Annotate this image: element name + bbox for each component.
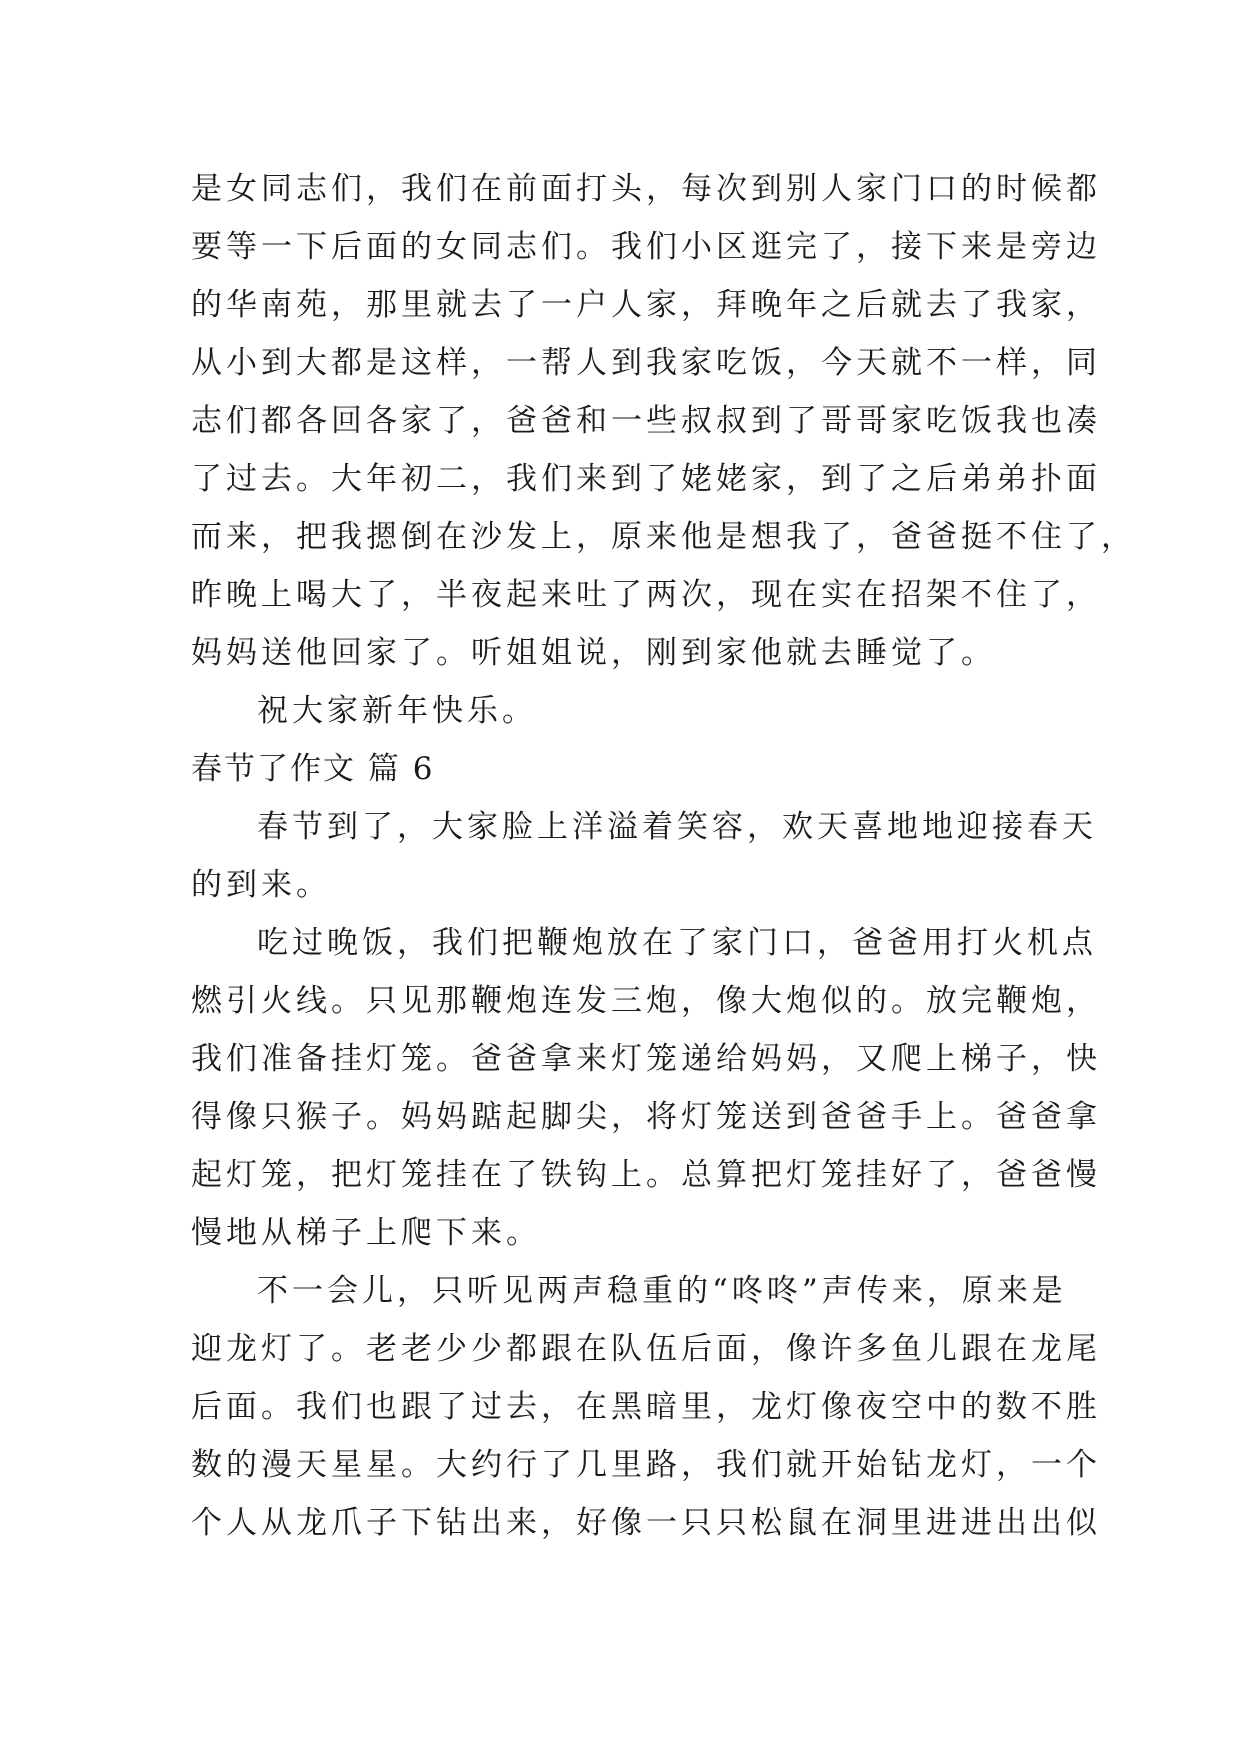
closing-greeting: 祝大家新年快乐。 [257,693,537,729]
text-line: 不一会儿，只听见两声稳重的“咚咚”声传来，原来是 [257,1273,1067,1309]
text-line: 吃过晚饭，我们把鞭炮放在了家门口，爸爸用打火机点 [257,925,1097,961]
text-line: 而来，把我摁倒在沙发上，原来他是想我了，爸爸挺不住了， [191,519,1136,555]
text-line: 的华南苑，那里就去了一户人家，拜晚年之后就去了我家， [191,287,1101,323]
text-line: 后面。我们也跟了过去，在黑暗里，龙灯像夜空中的数不胜 [191,1389,1101,1425]
text-line: 个人从龙爪子下钻出来，好像一只只松鼠在洞里进进出出似 [191,1505,1101,1541]
text-line: 起灯笼，把灯笼挂在了铁钩上。总算把灯笼挂好了，爸爸慢 [191,1157,1101,1193]
text-line: 我们准备挂灯笼。爸爸拿来灯笼递给妈妈，又爬上梯子，快 [191,1041,1101,1077]
text-line: 得像只猴子。妈妈踮起脚尖，将灯笼送到爸爸手上。爸爸拿 [191,1099,1101,1135]
text-line: 迎龙灯了。老老少少都跟在队伍后面，像许多鱼儿跟在龙尾 [191,1331,1101,1367]
text-line: 是女同志们，我们在前面打头，每次到别人家门口的时候都 [191,171,1101,207]
text-line: 了过去。大年初二，我们来到了姥姥家，到了之后弟弟扑面 [191,461,1101,497]
text-line: 燃引火线。只见那鞭炮连发三炮，像大炮似的。放完鞭炮， [191,983,1101,1019]
text-line: 数的漫天星星。大约行了几里路，我们就开始钻龙灯，一个 [191,1447,1101,1483]
section-heading: 春节了作文 篇 6 [191,751,435,787]
text-line: 妈妈送他回家了。听姐姐说，刚到家他就去睡觉了。 [191,635,996,671]
text-line: 慢地从梯子上爬下来。 [191,1215,541,1251]
text-line: 春节到了，大家脸上洋溢着笑容，欢天喜地地迎接春天 [257,809,1097,845]
text-line: 昨晚上喝大了，半夜起来吐了两次，现在实在招架不住了， [191,577,1101,613]
essay-body [191,160,1136,1552]
text-line: 志们都各回各家了，爸爸和一些叔叔到了哥哥家吃饭我也凑 [191,403,1101,439]
text-line: 要等一下后面的女同志们。我们小区逛完了，接下来是旁边 [191,229,1101,265]
text-line: 从小到大都是这样，一帮人到我家吃饭，今天就不一样，同 [191,345,1101,381]
text-line: 的到来。 [191,867,331,903]
